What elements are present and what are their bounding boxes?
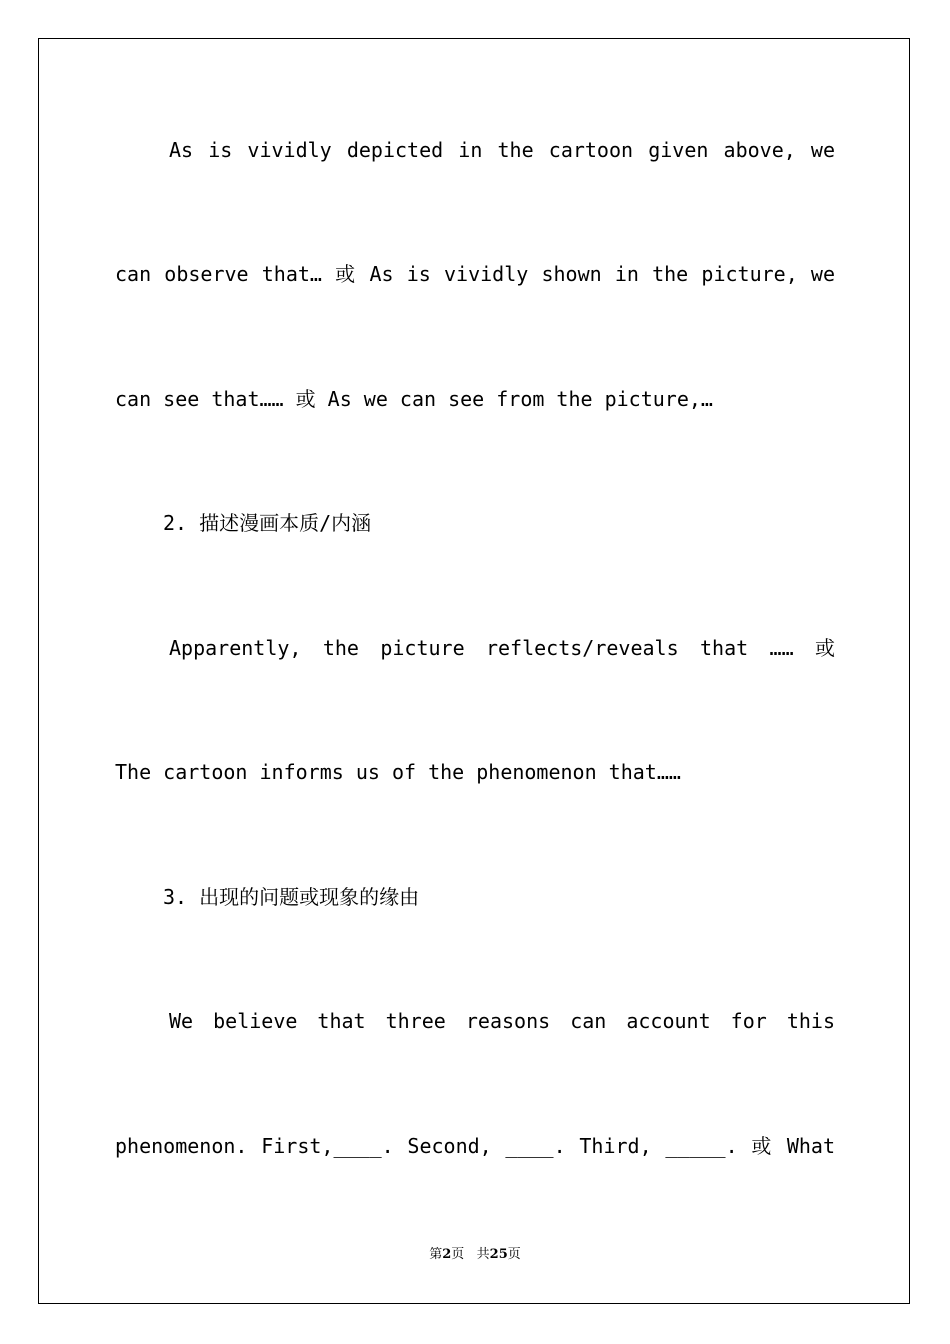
text-line-8: We believe that three reasons can account for this: [169, 1009, 835, 1033]
section-heading-3: 3. 出现的问题或现象的缘由: [163, 885, 420, 909]
page-footer: [0, 1246, 950, 1264]
page-border: [38, 38, 910, 1304]
footer-total-pages: 25: [489, 1247, 508, 1262]
section-heading-2: 2. 描述漫画本质/内涵: [163, 511, 372, 535]
text-line-3: can see that…… 或 As we can see from the picture,…: [115, 387, 713, 411]
footer-suffix: 页: [507, 1247, 521, 1262]
text-line-2: can observe that… 或 As is vividly shown in the picture, we: [115, 262, 835, 286]
text-line-1: As is vividly depicted in the cartoon given above, we: [169, 138, 835, 162]
text-line-6: The cartoon informs us of the phenomenon that……: [115, 760, 681, 784]
footer-current-page: 2: [442, 1247, 452, 1262]
text-line-5: Apparently, the picture reflects/reveals that …… 或: [169, 636, 835, 660]
footer-middle: 页 共: [451, 1247, 490, 1262]
text-line-9: phenomenon. First,____. Second, ____. Third, _____. 或 What: [115, 1134, 835, 1158]
footer-prefix: 第: [429, 1247, 443, 1262]
